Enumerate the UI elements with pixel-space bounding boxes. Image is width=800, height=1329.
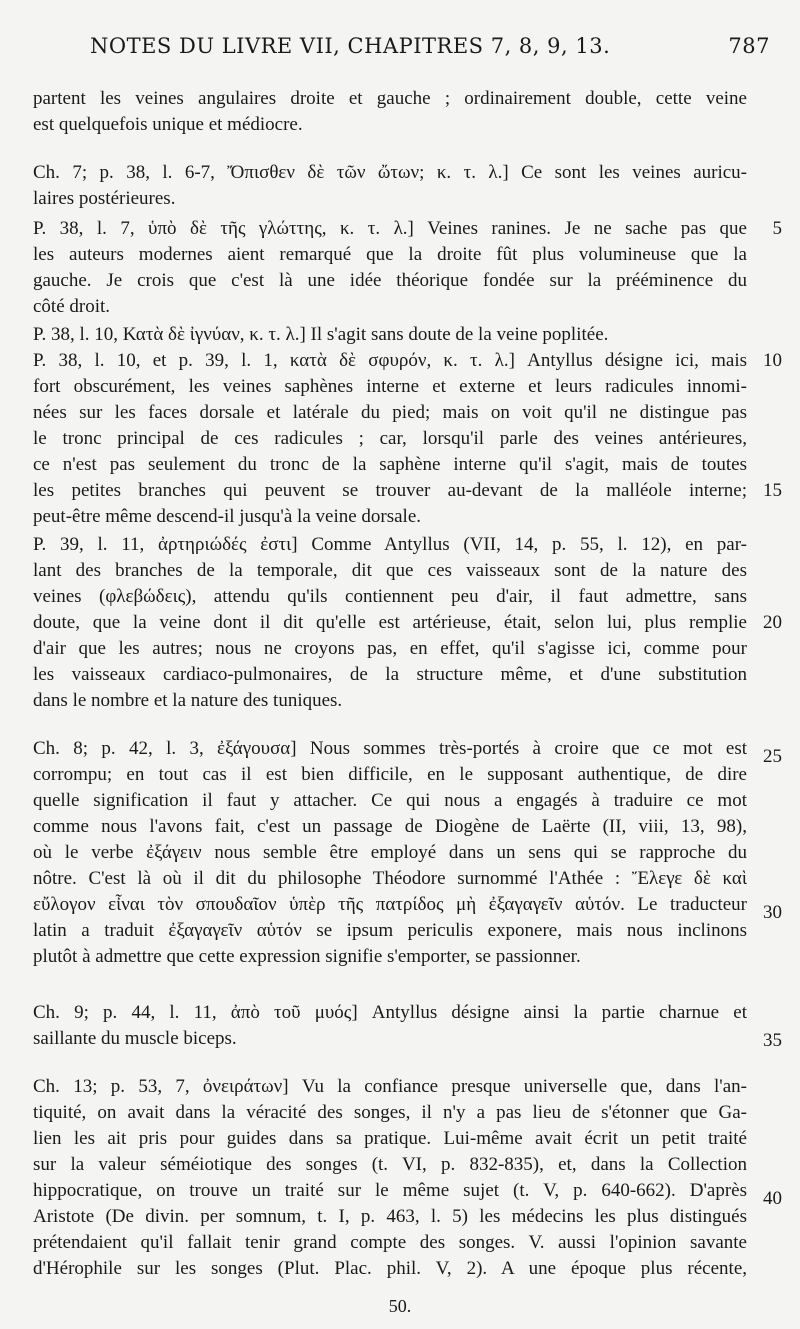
- text-line: d'air que les autres; nous ne croyons pas, en effet, qu'il s'agisse ici, comme pour: [33, 638, 747, 659]
- text-line: saillante du muscle biceps.: [33, 1028, 237, 1049]
- margin-line-number: 35: [763, 1030, 782, 1051]
- text-line: Ch. 13; p. 53, 7, ὀνειράτων] Vu la confiance presque universelle que, dans l'an-: [33, 1076, 747, 1097]
- text-line: plutôt à admettre que cette expression signifie s'emporter, se passionner.: [33, 946, 581, 967]
- text-line: doute, que la veine dont il dit qu'elle est artérieuse, était, selon lui, plus remplie: [33, 612, 747, 633]
- text-line: quelle signification il faut y attacher. Ce qui nous a engagés à traduire ce mot: [33, 790, 747, 811]
- text-line: sur la valeur séméiotique des songes (t. VI, p. 832-835), et, dans la Collection: [33, 1154, 747, 1175]
- text-line: d'Hérophile sur les songes (Plut. Plac. phil. V, 2). A une époque plus récente,: [33, 1258, 747, 1279]
- margin-line-number: 30: [763, 902, 782, 923]
- text-line: P. 38, l. 10, Κατὰ δὲ ἰγνύαν, κ. τ. λ.] Il s'agit sans doute de la veine poplitée.: [33, 324, 609, 345]
- text-line: Ch. 7; p. 38, l. 6-7, Ὄπισθεν δὲ τῶν ὤτων; κ. τ. λ.] Ce sont les veines auricu-: [33, 162, 747, 183]
- text-line: prétendaient qu'il fallait tenir grand compte des songes. V. aussi l'opinion savante: [33, 1232, 747, 1253]
- text-line: latin a traduit ἐξαγαγεῖν αὑτόν se ipsum periculis exponere, mais nous inclinons: [33, 920, 747, 941]
- text-line: veines (φλεβώδεις), attendu qu'ils contiennent peu d'air, il faut admettre, sans: [33, 586, 747, 607]
- text-line: lien les ait pris pour guides dans sa pratique. Lui-même avait écrit un petit traité: [33, 1128, 747, 1149]
- margin-line-number: 20: [763, 612, 782, 633]
- margin-line-number: 5: [772, 218, 782, 239]
- text-line: Ch. 9; p. 44, l. 11, ἀπὸ τοῦ μυός] Antyllus désigne ainsi la partie charnue et: [33, 1002, 747, 1023]
- text-line: tiquité, on avait dans la véracité des songes, il n'y a pas lieu de s'étonner que Ga-: [33, 1102, 747, 1123]
- text-line: le tronc principal de ces radicules ; car, lorsqu'il parle des veines antérieures,: [33, 428, 747, 449]
- text-line: où le verbe ἐξάγειν nous semble être employé dans un sens qui se rapproche du: [33, 842, 747, 863]
- text-line: les auteurs modernes aient remarqué que la droite fût plus volumineuse que la: [33, 244, 747, 265]
- text-line: ce n'est pas seulement du tronc de la saphène interne qu'il s'agit, mais de toutes: [33, 454, 747, 475]
- text-line: est quelquefois unique et médiocre.: [33, 114, 303, 135]
- text-line: Aristote (De divin. per somnum, t. I, p. 463, l. 5) les médecins les plus distingués: [33, 1206, 747, 1227]
- margin-line-number: 10: [763, 350, 782, 371]
- text-line: lant des branches de la temporale, dit que ces vaisseaux sont de la nature des: [33, 560, 747, 581]
- text-line: P. 38, l. 10, et p. 39, l. 1, κατὰ δὲ σφυρόν, κ. τ. λ.] Antyllus désigne ici, mais: [33, 350, 747, 371]
- signature-mark: 50.: [388, 1296, 412, 1316]
- text-line: partent les veines angulaires droite et gauche ; ordinairement double, cette veine: [33, 88, 747, 109]
- text-line: Ch. 8; p. 42, l. 3, ἐξάγουσα] Nous sommes très-portés à croire que ce mot est: [33, 738, 747, 759]
- text-line: nées sur les faces dorsale et latérale du pied; mais on voit qu'il ne distingue pas: [33, 402, 747, 423]
- text-line: côté droit.: [33, 296, 111, 317]
- margin-line-number: 40: [763, 1188, 782, 1209]
- text-line: P. 39, l. 11, ἀρτηριώδές ἐστι] Comme Antyllus (VII, 14, p. 55, l. 12), en par-: [33, 534, 747, 555]
- margin-line-number: 15: [763, 480, 782, 501]
- text-line: gauche. Je crois que c'est là une idée théorique fondée sur la prééminence du: [33, 270, 747, 291]
- text-line: laires postérieures.: [33, 188, 176, 209]
- margin-line-number: 25: [763, 746, 782, 767]
- text-line: les petites branches qui peuvent se trouver au-devant de la malléole interne;: [33, 480, 747, 501]
- text-line: comme nous l'avons fait, c'est un passage de Diogène de Laërte (II, viii, 13, 98),: [33, 816, 747, 837]
- text-line: peut-être même descend-il jusqu'à la veine dorsale.: [33, 506, 422, 527]
- text-line: P. 38, l. 7, ὑπὸ δὲ τῆς γλώττης, κ. τ. λ.] Veines ranines. Je ne sache pas que: [33, 218, 747, 239]
- text-line: les vaisseaux cardiaco-pulmonaires, de la structure même, et d'une substitution: [33, 664, 747, 685]
- text-line: nôtre. C'est là où il dit du philosophe Théodore surnommé l'Athée : Ἔλεγε δὲ καὶ: [33, 868, 747, 889]
- text-line: fort obscurément, les veines saphènes interne et externe et leurs radicules innomi-: [33, 376, 747, 397]
- text-line: εὔλογον εἶναι τὸν σπουδαῖον ὑπὲρ τῆς πατρίδος μὴ ἐξαγαγεῖν αὑτόν. Le traducteur: [33, 894, 747, 915]
- header-title: NOTES DU LIVRE VII, CHAPITRES 7, 8, 9, 13.: [90, 34, 611, 58]
- text-line: corrompu; en tout cas il est bien difficile, en le supposant authentique, de dire: [33, 764, 747, 785]
- page-number: 787: [728, 34, 770, 58]
- text-line: hippocratique, on trouve un traité sur le même sujet (t. V, p. 640-662). D'après: [33, 1180, 747, 1201]
- text-line: dans le nombre et la nature des tuniques.: [33, 690, 343, 711]
